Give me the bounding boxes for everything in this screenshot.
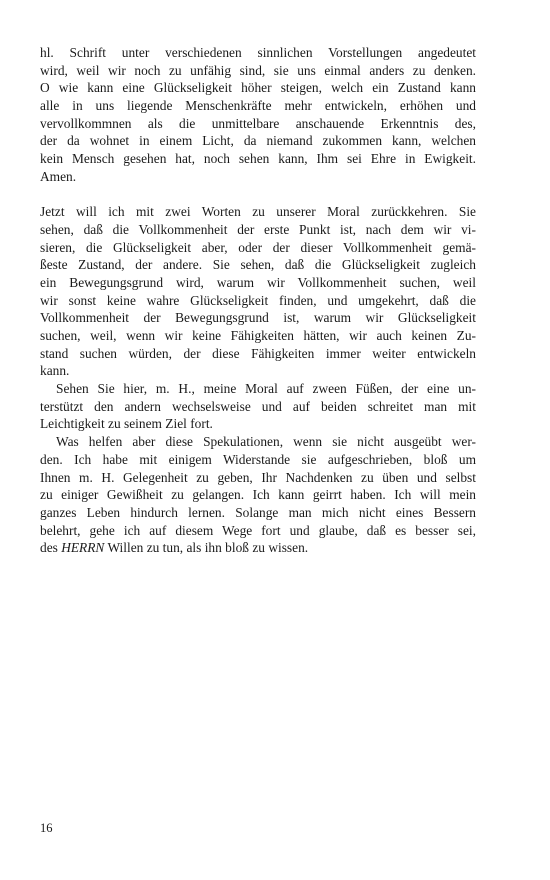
text-run: des: [40, 540, 62, 556]
text-line: der da wohnet in einem Licht, da niemand zukommen kann, welchen: [40, 133, 476, 149]
text-line: kann.: [40, 363, 70, 379]
text-line: Leichtigkeit zu seinem Ziel fort.: [40, 416, 213, 432]
text-line: O wie kann eine Glückseligkeit höher steigen, welch ein Zustand kann: [40, 80, 476, 96]
text-line: terstützt den andern wechselsweise und auf beiden schreitet man mit: [40, 398, 476, 414]
emphasis-herrn: HERRN: [61, 540, 105, 556]
text-line: Jetzt will ich mit zwei Worten zu unserer Moral zurückkehren. Sie: [40, 204, 476, 220]
text-line: wird, weil wir noch zu unfähig sind, sie uns einmal anders zu denken.: [40, 62, 476, 78]
text-line: ein Bewegungsgrund wird, warum wir Vollkommenheit suchen, weil: [40, 274, 476, 290]
text-line: den. Ich habe mit einigem Widerstande sie aufgeschrieben, bloß um: [40, 451, 476, 467]
body-text: [40, 44, 476, 557]
text-line: Vollkommenheit der Bewegungsgrund ist, warum wir Glückseligkeit: [40, 310, 476, 326]
text-line: Was helfen aber diese Spekulationen, wenn sie nicht ausgeübt wer-: [56, 434, 476, 450]
paragraph-gap: [40, 186, 476, 204]
text-line: hl. Schrift unter verschiedenen sinnlichen Vorstellungen angedeutet: [40, 45, 476, 60]
text-line: belehrt, gehe ich auf diesem Wege fort und glaube, daß es besser sei,: [40, 522, 476, 538]
text-line: kein Mensch gesehen hat, noch sehen kann, Ihm sei Ehre in Ewigkeit.: [40, 151, 476, 167]
text-line: wir sonst keine wahre Glückseligkeit finden, und umgekehrt, daß die: [40, 292, 476, 308]
text-line: ßeste Zustand, der andere. Sie sehen, daß die Glückseligkeit zugleich: [40, 257, 476, 273]
page-number: 16: [40, 821, 53, 835]
text-line: ganzes Leben hindurch lernen. Solange man mich nicht eines Bessern: [40, 504, 476, 520]
text-line: suchen, weil, wenn wir keine Fähigkeiten hätten, wir auch keinen Zu-: [40, 328, 476, 343]
text-line: Sehen Sie hier, m. H., meine Moral auf zween Füßen, der eine un-: [56, 381, 476, 397]
text-line: Ihnen m. H. Gelegenheit zu geben, Ihr Nachdenken zu üben und selbst: [40, 469, 476, 485]
text-line: sieren, die Glückseligkeit aber, oder der dieser Vollkommenheit gemä-: [40, 239, 476, 255]
text-run: Willen zu tun, als ihn bloß zu wissen.: [104, 540, 309, 556]
text-line: sehen, daß die Vollkommenheit der erste Punkt ist, nach dem wir vi-: [40, 221, 476, 237]
text-line: vervollkommnen als die unmittelbare anschauende Erkenntnis des,: [40, 115, 476, 131]
text-line: [40, 539, 476, 557]
text-line: stand suchen würden, der diese Fähigkeiten immer weiter entwickeln: [40, 345, 476, 361]
text-line: zu einiger Gewißheit zu gelangen. Ich kann geirrt haben. Ich will mein: [40, 487, 476, 503]
text-line: alle in uns liegende Menschenkräfte mehr entwickeln, erhöhen und: [40, 98, 476, 114]
text-line: Amen.: [40, 168, 77, 184]
